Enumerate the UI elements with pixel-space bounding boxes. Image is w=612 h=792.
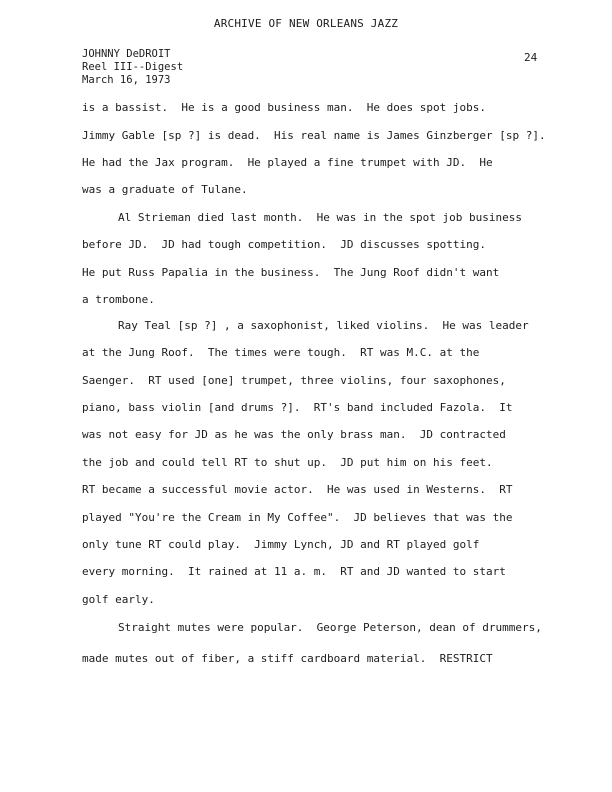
text-line: the job and could tell RT to shut up. JD put him on his feet. bbox=[82, 456, 493, 469]
text-line: Jimmy Gable [sp ?] is dead. His real name is James Ginzberger [sp ?]. bbox=[82, 129, 546, 142]
text-line: a trombone. bbox=[82, 293, 155, 306]
interview-date: March 16, 1973 bbox=[82, 74, 171, 86]
text-line: He put Russ Papalia in the business. The Jung Roof didn't want bbox=[82, 266, 500, 279]
text-line: was not easy for JD as he was the only brass man. JD contracted bbox=[82, 428, 506, 441]
text-line: at the Jung Roof. The times were tough. RT was M.C. at the bbox=[82, 346, 480, 359]
text-line: RT became a successful movie actor. He was used in Westerns. RT bbox=[82, 483, 513, 496]
text-line: golf early. bbox=[82, 593, 155, 606]
text-line: Al Strieman died last month. He was in the spot job business bbox=[118, 211, 522, 224]
text-line: before JD. JD had tough competition. JD discusses spotting. bbox=[82, 238, 486, 251]
interviewee-name: JOHNNY DeDROIT bbox=[82, 48, 171, 60]
interview-header bbox=[82, 48, 183, 87]
text-line: made mutes out of fiber, a stiff cardboard material. RESTRICT bbox=[82, 652, 493, 665]
text-line: piano, bass violin [and drums ?]. RT's band included Fazola. It bbox=[82, 401, 513, 414]
text-line: Ray Teal [sp ?] , a saxophonist, liked violins. He was leader bbox=[118, 319, 529, 332]
text-line: He had the Jax program. He played a fine trumpet with JD. He bbox=[82, 156, 493, 169]
archive-title: ARCHIVE OF NEW ORLEANS JAZZ bbox=[213, 17, 399, 30]
text-line: played "You're the Cream in My Coffee". JD believes that was the bbox=[82, 511, 513, 524]
text-line: only tune RT could play. Jimmy Lynch, JD and RT played golf bbox=[82, 538, 480, 551]
text-line: Saenger. RT used [one] trumpet, three violins, four saxophones, bbox=[82, 374, 506, 387]
text-line: Straight mutes were popular. George Peterson, dean of drummers, bbox=[118, 621, 542, 634]
page-number: 24 bbox=[524, 51, 538, 64]
text-line: every morning. It rained at 11 a. m. RT and JD wanted to start bbox=[82, 565, 506, 578]
text-line: was a graduate of Tulane. bbox=[82, 183, 248, 196]
text-line: is a bassist. He is a good business man. He does spot jobs. bbox=[82, 101, 486, 114]
reel-label: Reel III--Digest bbox=[82, 61, 184, 73]
